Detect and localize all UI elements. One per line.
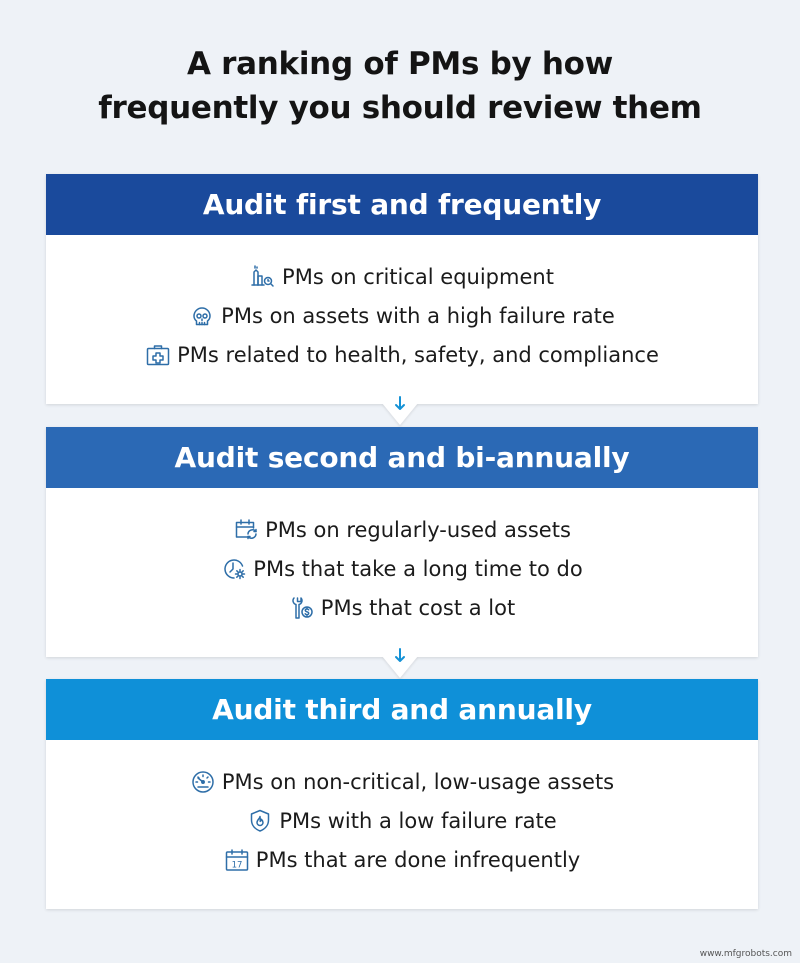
calendar-day-number: 17 bbox=[231, 860, 243, 870]
list-item-text: PMs on regularly-used assets bbox=[265, 517, 571, 542]
calendar-refresh-icon bbox=[233, 517, 259, 543]
list-item-text: PMs on non-critical, low-usage assets bbox=[221, 769, 615, 794]
shield-flame-icon bbox=[247, 808, 273, 834]
tier-audit-third bbox=[46, 679, 758, 909]
first-aid-kit-icon bbox=[145, 342, 171, 368]
page-title-line-2: frequently you should review them bbox=[98, 90, 702, 126]
list-item-text: PMs that take a long time to do bbox=[253, 556, 583, 581]
list-item-text: PMs that are done infrequently bbox=[255, 847, 581, 872]
tier-header-audit-second: Audit second and bi-annually bbox=[46, 427, 758, 488]
list-item-text: PMs that cost a lot bbox=[320, 595, 516, 620]
tier-header-audit-third: Audit third and annually bbox=[46, 679, 758, 740]
watermark: www.mfgrobots.com bbox=[699, 949, 792, 959]
list-item-text: PMs related to health, safety, and compliance bbox=[177, 342, 659, 367]
tier-header-audit-first: Audit first and frequently bbox=[46, 174, 758, 235]
list-item bbox=[46, 257, 758, 296]
tier-body-audit-first bbox=[46, 235, 758, 374]
page-title-line-1: A ranking of PMs by how bbox=[186, 46, 614, 82]
list-item bbox=[46, 510, 758, 549]
gauge-low-icon bbox=[190, 769, 216, 795]
list-item bbox=[46, 762, 758, 801]
skull-icon bbox=[189, 303, 215, 329]
tier-body-audit-second bbox=[46, 488, 758, 627]
calendar-17-icon bbox=[224, 847, 250, 873]
list-item bbox=[46, 549, 758, 588]
clock-gear-icon bbox=[221, 556, 247, 582]
wrench-dollar-icon bbox=[289, 595, 315, 621]
list-item-text: PMs on assets with a high failure rate bbox=[221, 303, 615, 328]
tier-audit-first bbox=[46, 174, 758, 404]
equipment-search-icon bbox=[250, 264, 276, 290]
list-item-text: PMs with a low failure rate bbox=[279, 808, 557, 833]
down-arrow-icon bbox=[392, 394, 408, 414]
list-item-text: PMs on critical equipment bbox=[282, 264, 554, 289]
list-item bbox=[46, 296, 758, 335]
down-arrow-icon bbox=[392, 646, 408, 666]
list-item bbox=[46, 840, 758, 879]
page-title bbox=[0, 42, 800, 130]
list-item bbox=[46, 335, 758, 374]
list-item bbox=[46, 801, 758, 840]
tier-audit-second bbox=[46, 427, 758, 657]
list-item bbox=[46, 588, 758, 627]
tier-body-audit-third bbox=[46, 740, 758, 879]
